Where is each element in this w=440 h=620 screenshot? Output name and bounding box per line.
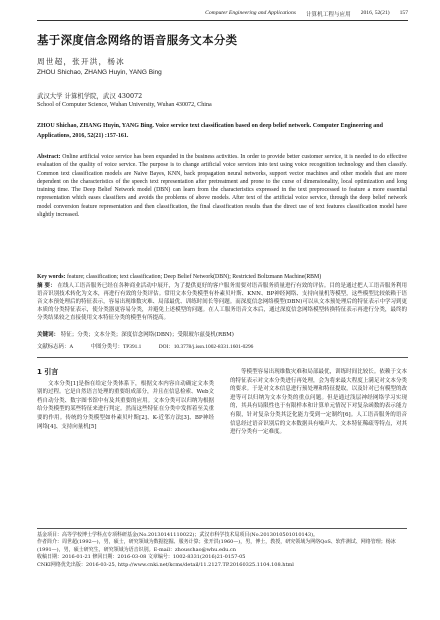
clc-label: 文献标志码：A — [37, 344, 74, 350]
citation: ZHOU Shichao, ZHANG Huyin, YANG Bing. Voice service text classification based on deep belief network. Computer Engineering and Applications, 2016, 52(21) :157-161. — [37, 123, 383, 139]
affiliation-cn: 武汉大学 计算机学院，武汉 430072 — [37, 92, 143, 100]
keywords-en — [37, 273, 407, 281]
section-divider — [37, 357, 408, 358]
footnote-dates: 收稿日期：2016-01-21 修回日期：2016-03-08 文章编号：1002-8331(2016)21-0157-05 — [37, 554, 246, 561]
keywords-text: feature; classification; text classification; Deep Belief Network(DBN); Restricted Boltzmann Machine(RBM) — [66, 274, 322, 280]
abstract-label: Abstract: — [37, 154, 61, 160]
keywords-cn-label: 关键词： — [37, 332, 60, 338]
right-column-text: 等模型容易出现维数灾难和局部最优，训练时间比较长。依赖于文本的特征表示对文本分类进行再处理，会为将来最大程度上满足对文本分类的要求。于是对文本信息进行预处理和特征提取，以及针对已有模型的改进等可以归纳为文本分类的重点问题。但是通过浅层神经网络学习实现的，其具有局限性也于有限样本和计算单元情况下对复杂函数的表示能力有限，针对复杂分类其泛化能力受到一定制约[6]。人工语音服务的语音信息经过语音识别后的文本数据具有噪声大、文本特征稀疏等特点，对其进行分类有一定难度。 — [230, 369, 407, 436]
abstract-en — [37, 153, 407, 219]
footnote-author: 作者简介：周世超(1992—)，男，硕士，研究领域为数据挖掘、服务计算；张开洪(1960—)，男，博士，教授，研究领域为网络QoS、软件测试、网络管理；杨冰(1991—)，男，硕士研究生，研究领域为语音识别。E-mail：zhouschao@whu.edu.cn — [37, 539, 396, 553]
abstract-cn-text: 在线人工语音服务已经在各种商业活动中展开，为了提供更好的客户服务需要对语音服务质量进行有效的评估。目的是通过把人工语音服务利用语音识别技术转化为文本，再进行有效的分类评估。常用文本分类模型有朴素贝叶斯、KNN、BP神经网络、支持向量机等模型，这些模型比较依赖于语音文本预处理后的特征表示，容易出现维数灾难、局部最优、训练时间长等问题。而深度信念网络模型(DBN)可以从文本预处理后的特征表示中学习到更本质的分类特征表示，使分类器更容易分类，并避免上述模型的问题。在人工服务语音文本后，通过深度信念网络模型转换特征表示再进行分类，最终的分类结果较之直接使用文本特征分类的模型有所提高。 — [37, 283, 408, 321]
article-meta — [37, 342, 269, 350]
doi: DOI：10.3778/j.issn.1002-8331.1601-0296 — [158, 344, 254, 350]
right-column — [230, 368, 407, 437]
page-number: 157 — [399, 10, 408, 16]
authors-cn: 周世超，张开洪，杨冰 — [37, 57, 125, 66]
abstract-text: Online artificial voice service has been expanded in the business activities. In order to provide better customer service, it is needed to do effective evaluation of the quality of voice service. The purpose is to change artificial voice services into text using voice recognition technology and then classify. Common text classification models are Naive Bayes, KNN, back propagation neural networks, support vector machines and other models that are more dependent on the characteristics of the speech text representation after pretreatment and prone to the curse of dimensionality, local optimization and long training time. The Deep Belief Network model (DBN) can learn from the characteristics expressed in the text preprocessed to feature a more essential representation which eases classifiers and avoids the problems of above models. After text of the artificial voice service, through the deep belief network model conversion feature representation and then classification, the final classification results than the direct use of text features classification model have slightly increased. — [37, 154, 408, 219]
authors-en: ZHOU Shichao, ZHANG Huyin, YANG Bing — [37, 69, 162, 76]
affiliation-en: School of Computer Science, Wuhan University, Wuhan 430072, China — [37, 102, 212, 108]
section-1-title: 1 引言 — [37, 368, 59, 376]
clc-number: 中图分类号：TP391.1 — [90, 344, 142, 350]
issue-info: 2016, 52(21) — [360, 10, 390, 16]
left-column — [37, 368, 214, 431]
keywords-label: Key words: — [37, 274, 66, 280]
journal-name: Computer Engineering and Applications — [205, 10, 296, 16]
footnote-cnki: CNKI网络优先出版：2016-03-25, http://www.cnki.net/kcms/detail/11.2127.TP.20160325.1104.108.html — [37, 561, 294, 568]
keywords-cn — [37, 331, 407, 339]
running-header — [37, 4, 408, 21]
abstract-cn — [37, 282, 407, 322]
footnote-fund: 基金项目：高等学校博士学科点专项科研基金(No.20130141110022)；武汉市科学技术局项目(No.2013010501010143)。 — [37, 532, 319, 538]
left-column-text: 文本分类[1]是指在给定分类体系下，根据文本内容自动确定文本类别的过程。它是自然语言处理的重要组成部分，并且在信息检索、Web文档自动分类、数字图书馆中有及其重要的应用。文本分类可以归纳为根据给分类模型的某些特征来进行判定。然而这些特征在分类中发挥着至关重要的作用。传统的分类模型如朴素贝叶斯[2]、K-近邻方法[3]、BP神经网络[4]、支持向量机[5] — [37, 380, 214, 430]
abstract-cn-label: 摘 要： — [37, 283, 56, 289]
keywords-cn-text: 特征；分类；文本分类；深度信念网络(DBN)；受限玻尔兹曼机(RBM) — [60, 332, 234, 338]
paper-title: 基于深度信念网络的语音服务文本分类 — [37, 33, 238, 47]
footnotes — [37, 528, 407, 569]
header-right — [205, 10, 408, 18]
journal-name-cn: 计算机工程与应用 — [305, 12, 351, 18]
